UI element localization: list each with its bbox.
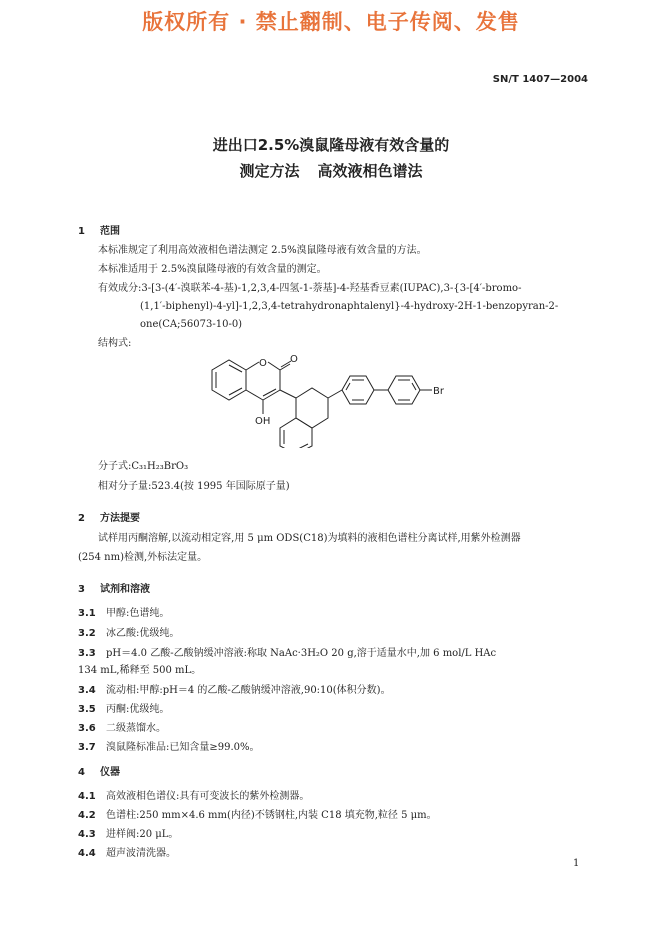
document-title-line2 [0, 160, 662, 181]
title-method: 测定方法 [239, 162, 300, 180]
tetrahydro-ring [296, 388, 328, 428]
structure-label: 结构式: [98, 338, 132, 349]
section-heading-reagents [78, 580, 150, 595]
reagent-item: 3.5 丙酮:优级纯。 [78, 704, 170, 715]
section-title: 仪器 [100, 767, 120, 778]
apparatus-item: 4.1 高效液相色谱仪:具有可变波长的紫外检测器。 [78, 791, 310, 802]
principle-line2: (254 nm)检测,外标法定量。 [78, 552, 208, 563]
scope-paragraph-1: 本标准规定了利用高效液相色谱法测定 2.5%溴鼠隆母液有效含量的方法。 [98, 245, 427, 256]
section-heading-principle [78, 509, 140, 524]
reagent-item: 3.2 冰乙酸:优级纯。 [78, 628, 180, 639]
coumarin-benzo-ring [212, 360, 246, 400]
copyright-banner: 版权所有 · 禁止翻制、电子传阅、发售 [142, 10, 520, 34]
section-number: 1 [78, 226, 85, 237]
apparatus-item: 4.4 超声波清洗器。 [78, 848, 176, 859]
reagent-item: 3.6 二级蒸馏水。 [78, 723, 166, 734]
active-ingredient-line1: 有效成分:3-[3-(4′-溴联苯-4-基)-1,2,3,4-四氢-1-萘基]-4-羟基香豆素(IUPAC),3-{3-[4′-bromo- [98, 283, 522, 294]
section-title: 方法提要 [100, 513, 140, 524]
reagent-item: 3.4 流动相:甲醇:pH＝4 的乙酸-乙酸钠缓冲溶液,90:10(体积分数)。 [78, 685, 391, 696]
principle-line1: 试样用丙酮溶解,以流动相定容,用 5 μm ODS(C18)为填料的液相色谱柱分离试样,用紫外检测器 [98, 533, 521, 544]
naphthalene-aromatic-ring [280, 418, 312, 448]
reagent-item: 3.7 溴鼠隆标准品:已知含量≥99.0%。 [78, 742, 260, 753]
ring-oxygen-label: O [259, 358, 267, 369]
apparatus-item: 4.2 色谱柱:250 mm×4.6 mm(内径)不锈钢柱,内装 C18 填充物,粒径 5 μm。 [78, 810, 437, 821]
scope-paragraph-2: 本标准适用于 2.5%溴鼠隆母液的有效含量的测定。 [98, 264, 327, 275]
title-technique: 高效液相色谱法 [317, 162, 423, 180]
section-title: 范围 [100, 226, 120, 237]
section-number: 2 [78, 513, 85, 524]
standard-number: SN/T 1407—2004 [492, 74, 588, 85]
hydroxyl-label: OH [255, 416, 271, 427]
structural-formula [200, 336, 470, 448]
section-heading-scope [78, 222, 120, 237]
reagent-item: 3.3 pH＝4.0 乙酸-乙酸钠缓冲溶液:称取 NaAc·3H₂O 20 g,溶于适量水中,加 6 mol/L HAc [78, 648, 497, 659]
molecular-weight: 相对分子量:523.4(按 1995 年国际原子量) [98, 481, 290, 492]
reagent-item: 3.1 甲醇:色谱纯。 [78, 608, 170, 619]
section-number: 4 [78, 767, 85, 778]
page-number: 1 [573, 858, 580, 869]
section-heading-apparatus [78, 763, 120, 778]
active-ingredient-line3: one(CA;56073-10-0) [140, 319, 243, 330]
apparatus-item: 4.3 进样阀:20 μL。 [78, 829, 179, 840]
carbonyl-oxygen-label: O [290, 354, 298, 365]
bromine-label: Br [433, 386, 444, 397]
section-number: 3 [78, 584, 85, 595]
section-title: 试剂和溶液 [100, 584, 150, 595]
reagent-item-continuation: 134 mL,稀释至 500 mL。 [78, 665, 202, 676]
active-ingredient-line2: (1,1′-biphenyl)-4-yl]-1,2,3,4-tetrahydronaphtalenyl}-4-hydroxy-2H-1-benzopyran-2- [140, 301, 559, 312]
document-title-line1: 进出口2.5%溴鼠隆母液有效含量的 [212, 136, 450, 154]
molecular-formula: 分子式:C₃₁H₂₃BrO₃ [98, 461, 189, 472]
